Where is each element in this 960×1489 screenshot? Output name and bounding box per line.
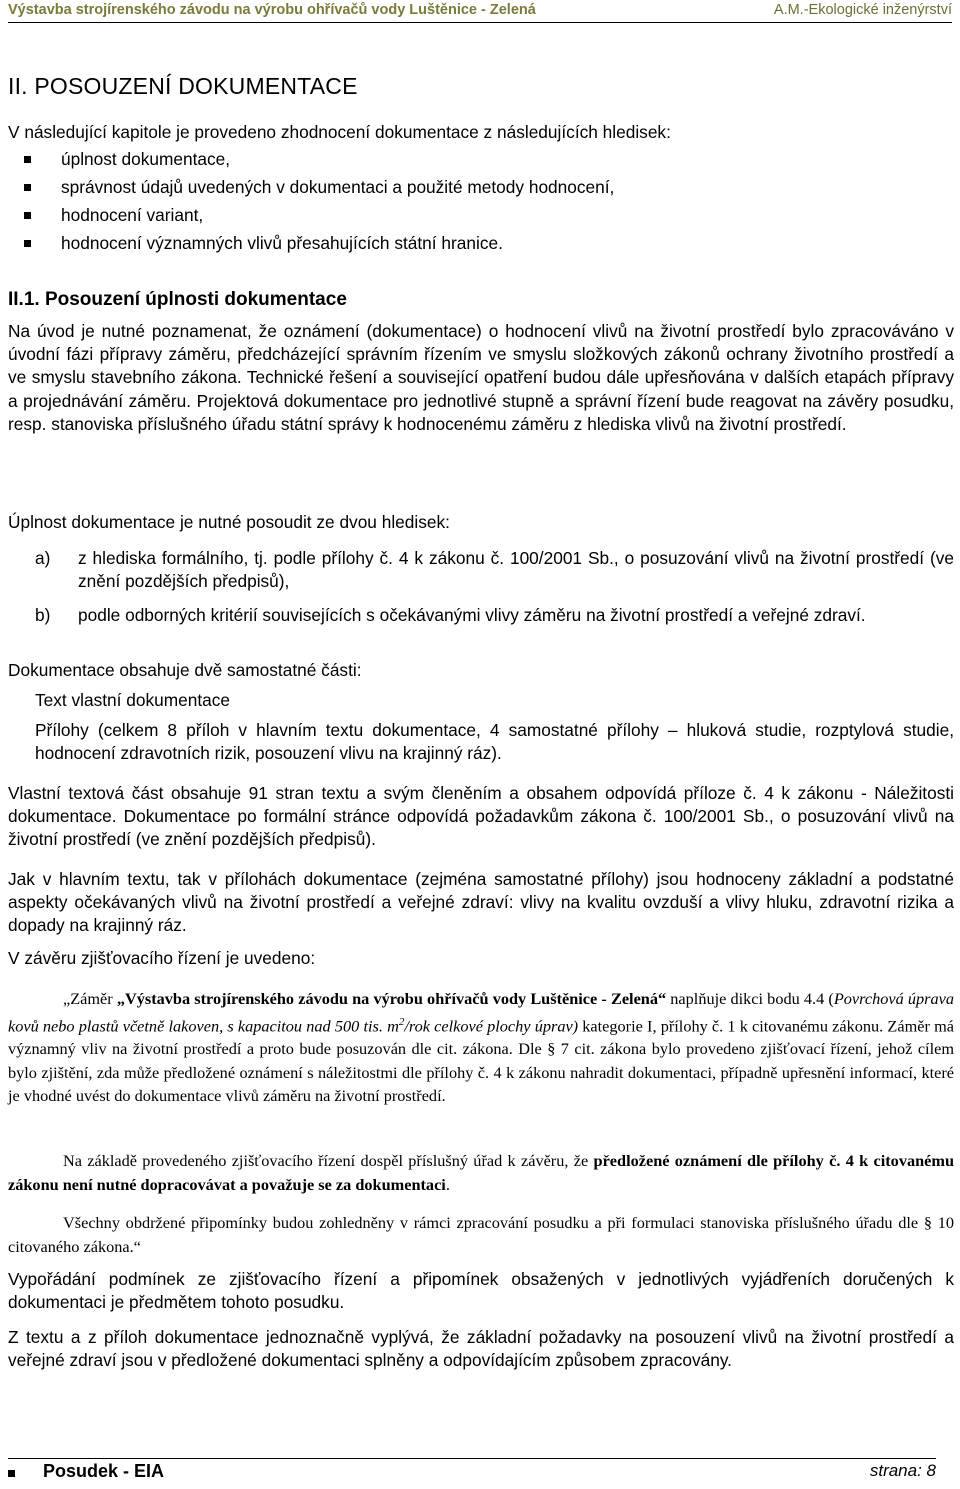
header-author: A.M.-Ekologické inženýrství xyxy=(773,2,952,18)
part-text: Text vlastní dokumentace xyxy=(35,690,230,710)
paragraph-completeness: Úplnost dokumentace je nutné posoudit ze dvou hledisek: xyxy=(8,512,450,532)
list-item-label: b) xyxy=(35,605,51,626)
list-item xyxy=(8,604,954,627)
completeness-list xyxy=(8,547,954,628)
quote-paragraph-1 xyxy=(8,987,954,1108)
quote-text-end: . xyxy=(445,1174,450,1194)
list-item: správnost údajů uvedených v dokumentaci a použité metody hodnocení, xyxy=(8,173,954,201)
list-item-label: a) xyxy=(35,548,51,568)
footer-title: Posudek - EIA xyxy=(43,1461,165,1481)
list-item xyxy=(8,547,954,593)
paragraph-conclusion-intro: V závěru zjišťovacího řízení je uvedeno: xyxy=(8,948,316,968)
list-item-text: z hlediska formálního, tj. podle přílohy č. 4 k zákonu č. 100/2001 Sb., o posuzování vlivů na životní prostředí (ve znění pozdějších předpisů), xyxy=(78,548,954,592)
list-item: úplnost dokumentace, xyxy=(8,145,954,173)
header-title: Výstavba strojírenského závodu na výrobu ohřívačů vody Luštěnice - Zelená xyxy=(8,2,536,18)
paragraph-summary: Z textu a z příloh dokumentace jednoznačně vyplývá, že základní požadavky na posouzení vlivů na životní prostředí a veřejné zdraví jsou v předložené dokumentaci splněny a odpovídajícím způsobem zpracovány. xyxy=(8,1327,954,1371)
section-title: II. POSOUZENÍ DOKUMENTACE xyxy=(8,73,358,99)
quote-project-name: „Výstavba strojírenského závodu na výrobu ohřívačů vody Luštěnice - Zelená“ xyxy=(116,989,667,1008)
quote-text: Na základě provedeného zjišťovacího řízení dospěl příslušný úřad k závěru, že xyxy=(63,1151,594,1170)
paragraph-parts: Dokumentace obsahuje dvě samostatné části: xyxy=(8,660,362,680)
assessment-criteria-list xyxy=(8,145,954,257)
quote-decision: předložené oznámení dle přílohy č. 4 k citovanému zákonu není nutné dopracovávat a považuje se za dokumentaci xyxy=(8,1151,955,1194)
page-header xyxy=(8,0,952,23)
paragraph-text-part: Vlastní textová část obsahuje 91 stran textu a svým členěním a obsahem odpovídá příloze č. 4 k zákonu - Náležitosti dokumentace. Dokumentace po formální stránce odpovídá požadavkům zákona č. 100/2001 Sb., o posuzování vlivů na životní prostředí (ve znění pozdějších předpisů). xyxy=(8,783,954,850)
list-item-text: podle odborných kritérií souvisejících s očekávanými vlivy záměru na životní prostředí a veřejné zdraví. xyxy=(78,605,866,626)
quote-paragraph-3: Všechny obdržené připomínky budou zohledněny v rámci zpracování posudku a při formulaci stanoviska příslušného úřadu dle § 10 citovaného zákona.“ xyxy=(8,1213,954,1256)
list-item: hodnocení významných vlivů přesahujících státní hranice. xyxy=(8,229,954,257)
quote-text: naplňuje dikci bodu 4.4 ( xyxy=(666,989,834,1008)
quote-paragraph-2 xyxy=(8,1149,954,1196)
intro-text: V následující kapitole je provedeno zhodnocení dokumentace z následujících hledisek: xyxy=(8,122,671,142)
quote-superscript: 2 xyxy=(398,1015,405,1028)
quote-category: Povrchová úprava kovů nebo plastů včetně lakoven, s kapacitou nad 500 tis. m xyxy=(8,989,954,1035)
paragraph-conditions: Vypořádání podmínek ze zjišťovacího řízení a připomínek obsažených v jednotlivých vyjádřeních doručených k dokumentaci je předmětem tohoto posudku. xyxy=(8,1269,954,1313)
paragraph-appendices: Jak v hlavním textu, tak v přílohách dokumentace (zejména samostatné přílohy) jsou hodnoceny základní a podstatné aspekty očekávaných vlivů na životní prostředí a veřejné zdraví: vlivy na kvalitu ovzduší a vlivy hluku, zdravotní rizika a dopady na krajinný ráz. xyxy=(8,869,954,936)
paragraph-intro-note: Na úvod je nutné poznamenat, že oznámení (dokumentace) o hodnocení vlivů na životní prostředí bylo zpracováváno v úvodní fázi přípravy záměru, předcházející správním řízením ve smyslu složkových zákonů ochrany životního prostředí a ve smyslu stavebního zákona. Technické řešení a související opatření budou dále upřesňována v dalších etapách přípravy a projednávání záměru. Projektová dokumentace pro jednotlivé stupně a správní řízení bude reagovat na závěry posudku, resp. stanoviska příslušného úřadu státní správy k hodnocenému záměru z hlediska vlivů na životní prostředí. xyxy=(8,321,954,434)
quote-open: „Záměr xyxy=(63,989,117,1008)
footer-bullet xyxy=(8,1470,15,1477)
part-appendices: Přílohy (celkem 8 příloh v hlavním textu dokumentace, 4 samostatné přílohy – hluková studie, rozptylová studie, hodnocení zdravotních rizik, posouzení vlivu na krajinný ráz). xyxy=(35,720,954,764)
quote-text-rest: kategorie I, přílohy č. 1 k citovanému zákonu. Záměr má významný vliv na životní prostředí a proto bude posuzován dle cit. zákona. Dle § 7 cit. zákona bylo provedeno zjišťovací řízení, jehož cílem bylo zjištění, zda může předložené oznámení s náležitostmi dle přílohy č. 4 k zákonu nahradit dokumentaci, případně upřesnění informací, které je vhodné uvést do dokumentace vlivů záměru na životní prostředí. xyxy=(8,1015,954,1106)
subsection-title: II.1. Posouzení úplnosti dokumentace xyxy=(8,289,347,310)
quote-category-end: /rok celkové plochy úprav) xyxy=(404,1015,579,1035)
list-item: hodnocení variant, xyxy=(8,201,954,229)
page-number: strana: 8 xyxy=(869,1461,936,1480)
page-footer xyxy=(8,1458,936,1485)
